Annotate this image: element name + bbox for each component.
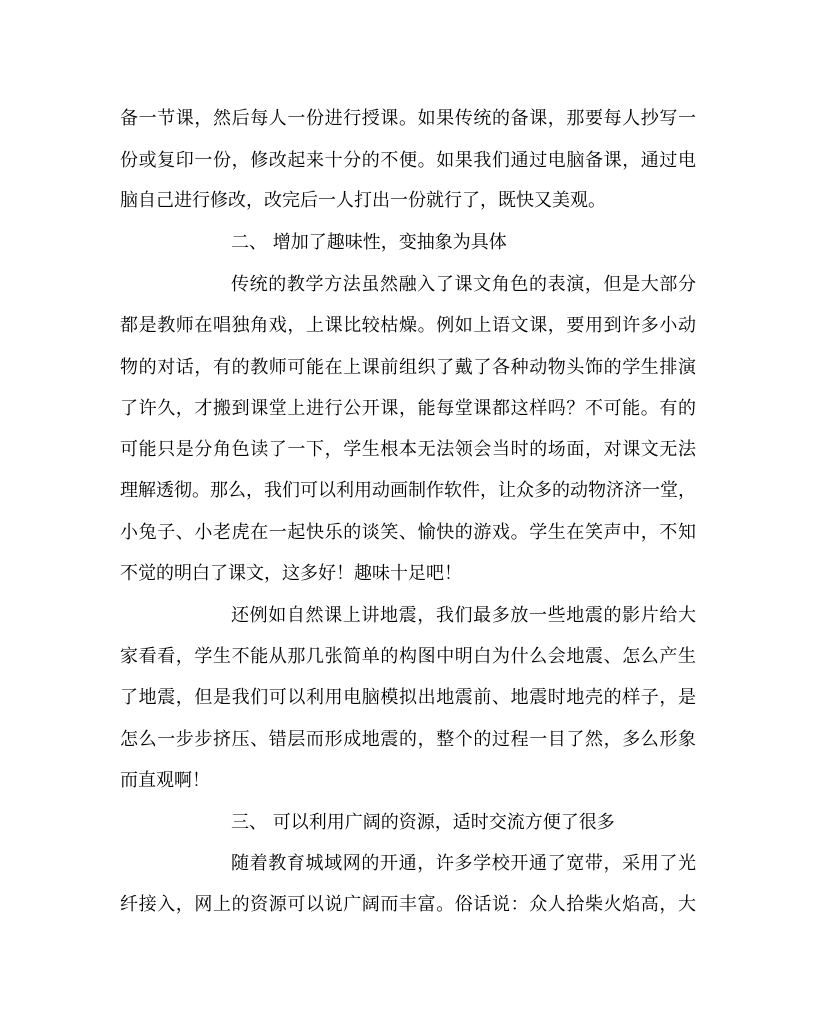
section-heading-two: 二、 增加了趣味性，变抽象为具体 (231, 232, 507, 253)
text-line: 备一节课，然后每人一份进行授课。如果传统的备课，那要每人抄写一 (120, 108, 696, 129)
section-heading-three: 三、 可以利用广阔的资源，适时交流方便了很多 (231, 812, 615, 833)
text-line: 都是教师在唱独角戏，上课比较枯燥。例如上语文课，要用到许多小动 (120, 315, 696, 336)
text-line: 而直观啊！ (120, 770, 210, 791)
text-line: 家看看，学生不能从那几张简单的构图中明白为什么会地震、怎么产生 (120, 646, 696, 667)
text-line: 小兔子、小老虎在一起快乐的谈笑、愉快的游戏。学生在笑声中，不知 (120, 522, 696, 543)
text-line: 不觉的明白了课文，这多好！趣味十足吧！ (120, 563, 462, 584)
text-line: 理解透彻。那么，我们可以利用动画制作软件，让众多的动物济济一堂， (120, 480, 696, 501)
text-line: 物的对话，有的教师可能在上课前组织了戴了各种动物头饰的学生排演 (120, 357, 696, 378)
paragraph-start-line: 随着教育城域网的开通，许多学校开通了宽带，采用了光 (231, 853, 696, 874)
text-line: 脑自己进行修改，改完后一人打出一份就行了，既快又美观。 (120, 190, 606, 211)
text-line: 可能只是分角色读了一下，学生根本无法领会当时的场面，对课文无法 (120, 439, 696, 460)
text-line: 怎么一步步挤压、错层而形成地震的，整个的过程一目了然，多么形象 (120, 729, 696, 750)
paragraph-start-line: 传统的教学方法虽然融入了课文角色的表演，但是大部分 (231, 274, 696, 295)
paragraph-start-line: 还例如自然课上讲地震，我们最多放一些地震的影片给大 (231, 605, 696, 626)
text-line: 了许久，才搬到课堂上进行公开课，能每堂课都这样吗？不可能。有的 (120, 398, 696, 419)
text-line: 了地震，但是我们可以利用电脑模拟出地震前、地震时地壳的样子，是 (120, 687, 696, 708)
text-line: 份或复印一份，修改起来十分的不便。如果我们通过电脑备课，通过电 (120, 150, 696, 171)
text-line: 纤接入，网上的资源可以说广阔而丰富。俗话说：众人拾柴火焰高，大 (120, 894, 696, 915)
